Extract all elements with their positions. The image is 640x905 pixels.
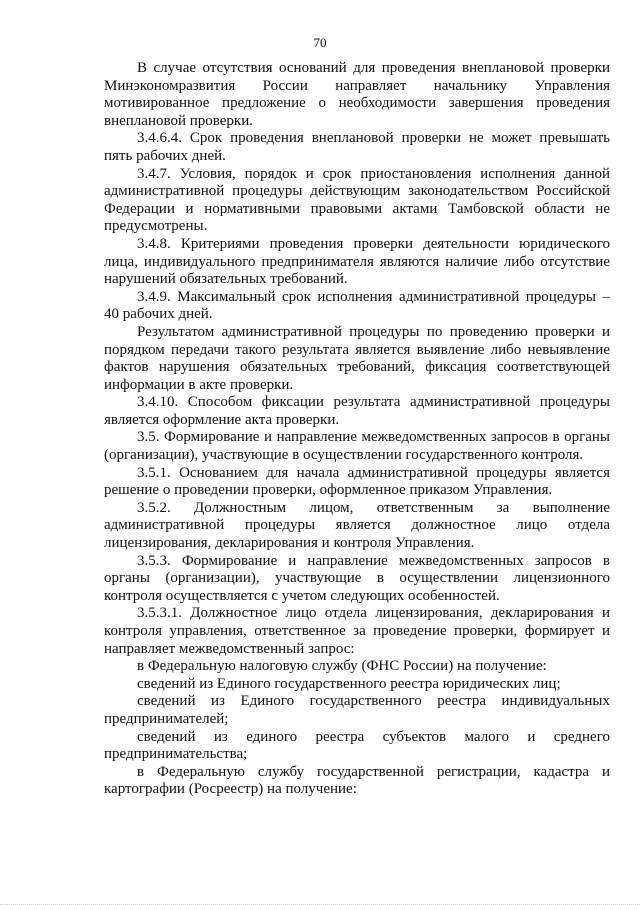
paragraph: 3.4.6.4. Срок проведения внеплановой проверки не может превышать пять рабочих дней. bbox=[104, 130, 610, 164]
scan-edge-divider bbox=[0, 899, 640, 905]
paragraph: 3.5.3.1. Должностное лицо отдела лицензирования, декларирования и контроля управления, ответственное за проведение проверки, формирует и направляет межведомственный запрос: bbox=[104, 605, 610, 657]
paragraph: 3.5.2. Должностным лицом, ответственным за выполнение административной процедуры является должностное лицо отдела лицензирования, декларирования и контроля Управления. bbox=[104, 499, 610, 552]
paragraph: 3.5.3. Формирование и направление межведомственных запросов в органы (организации), участвующие в осуществлении лицензионного контроля осуществляется с учетом следующих особенностей. bbox=[104, 552, 610, 604]
page-number: 70 bbox=[313, 35, 327, 50]
paragraph: 3.5.1. Основанием для начала административной процедуры является решение о проведении проверки, оформленное приказом Управления. bbox=[104, 464, 610, 499]
paragraph: В случае отсутствия оснований для проведения внеплановой проверки Минэкономразвития России направляет начальнику Управления мотивированное предложение о необходимости завершения проведения внеплановой проверки. bbox=[104, 60, 610, 129]
paragraph: 3.5. Формирование и направление межведомственных запросов в органы (организации), участвующие в осуществлении государственного контроля. bbox=[104, 429, 610, 464]
paragraph: 3.4.8. Критериями проведения проверки деятельности юридического лица, индивидуального предпринимателя являются наличие либо отсутствие нарушений обязательных требований. bbox=[104, 235, 610, 288]
list-item: сведений из Единого государственного реестра индивидуальных предпринимателей; bbox=[104, 693, 610, 727]
list-item: сведений из единого реестра субъектов малого и среднего предпринимательства; bbox=[104, 728, 610, 763]
list-item: в Федеральную налоговую службу (ФНС России) на получение: bbox=[137, 658, 547, 675]
paragraph: 3.4.9. Максимальный срок исполнения административной процедуры – 40 рабочих дней. bbox=[104, 288, 610, 323]
list-item: в Федеральную службу государственной регистрации, кадастра и картографии (Росреестр) на получение: bbox=[104, 763, 610, 798]
paragraph: 3.4.10. Способом фиксации результата административной процедуры является оформление акта проверки. bbox=[104, 394, 610, 428]
list-item: сведений из Единого государственного реестра юридических лиц; bbox=[137, 675, 561, 692]
document-body bbox=[104, 60, 610, 799]
paragraph: Результатом административной процедуры по проведению проверки и порядком передачи такого результата является выявление либо невыявление фактов нарушения обязательных требований, фиксация соответствующей информации в акте проверки. bbox=[104, 323, 610, 393]
paragraph: 3.4.7. Условия, порядок и срок приостановления исполнения данной административной процедуры действующим законодательством Российской Федерации и нормативными правовыми актами Тамбовской области не предусмотрены. bbox=[104, 165, 610, 235]
